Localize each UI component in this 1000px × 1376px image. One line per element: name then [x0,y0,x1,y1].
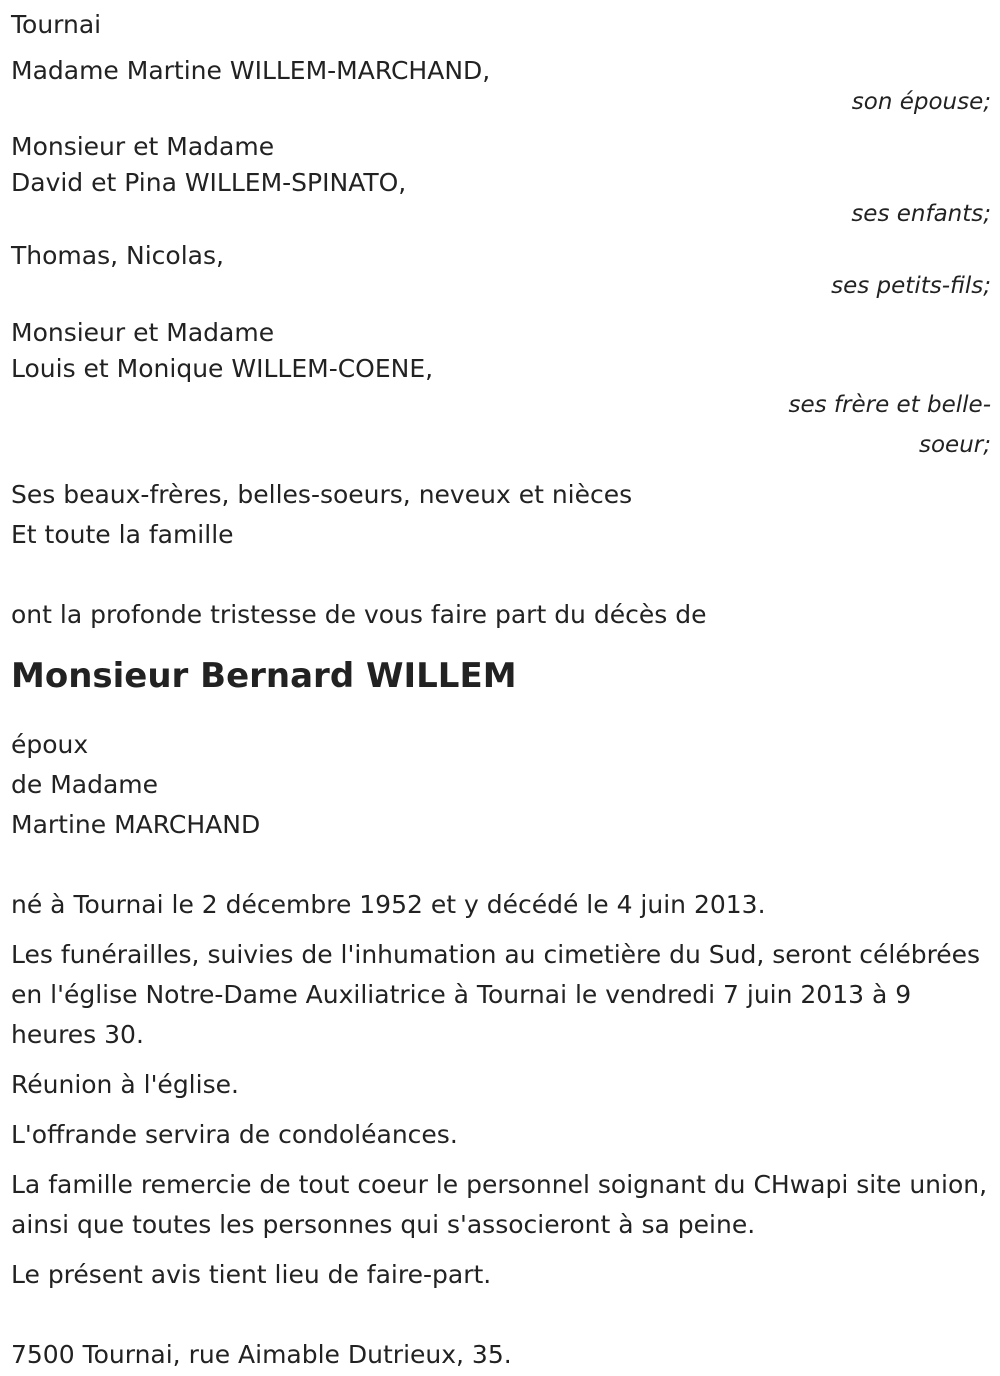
family-thanks: La famille remercie de tout coeur le personnel soignant du CHwapi site union, ainsi que toutes les personnes qui s'associeront à sa peine. [11,1170,988,1239]
city-heading: Tournai [11,10,102,39]
others-line-2: Et toute la famille [11,520,234,549]
siblings-role-line-1: ses frère et belle- [788,392,991,418]
children-role: ses enfants; [851,201,991,227]
spouse-name: Madame Martine WILLEM-MARCHAND, [11,56,491,85]
siblings-line-1: Monsieur et Madame [11,318,275,347]
grandchildren-role: ses petits-fils; [831,273,991,299]
offering-info: L'offrande servira de condoléances. [11,1120,458,1149]
obituary-notice [11,5,991,1375]
deceased-name: Monsieur Bernard WILLEM [11,656,517,696]
funeral-details: Les funérailles, suivies de l'inhumation au cimetière du Sud, seront célébrées en l'église Notre-Dame Auxiliatrice à Tournai le vendredi 7 juin 2013 à 9 heures 30. [11,940,981,1049]
relation-line-1: époux [11,730,89,759]
notice-statement: Le présent avis tient lieu de faire-part. [11,1260,492,1289]
announcement-intro: ont la profonde tristesse de vous faire part du décès de [11,600,707,629]
relation-line-2: de Madame [11,770,159,799]
children-line-2: David et Pina WILLEM-SPINATO, [11,168,407,197]
grandchildren-names: Thomas, Nicolas, [11,241,224,270]
siblings-line-2: Louis et Monique WILLEM-COENE, [11,354,434,383]
others-line-1: Ses beaux-frères, belles-soeurs, neveux et nièces [11,480,633,509]
children-line-1: Monsieur et Madame [11,132,275,161]
relation-line-3: Martine MARCHAND [11,810,261,839]
meeting-info: Réunion à l'église. [11,1070,239,1099]
siblings-role-line-2: soeur; [919,432,991,458]
address: 7500 Tournai, rue Aimable Dutrieux, 35. [11,1340,512,1369]
birth-death-dates: né à Tournai le 2 décembre 1952 et y décédé le 4 juin 2013. [11,890,766,919]
spouse-role: son épouse; [851,89,991,115]
